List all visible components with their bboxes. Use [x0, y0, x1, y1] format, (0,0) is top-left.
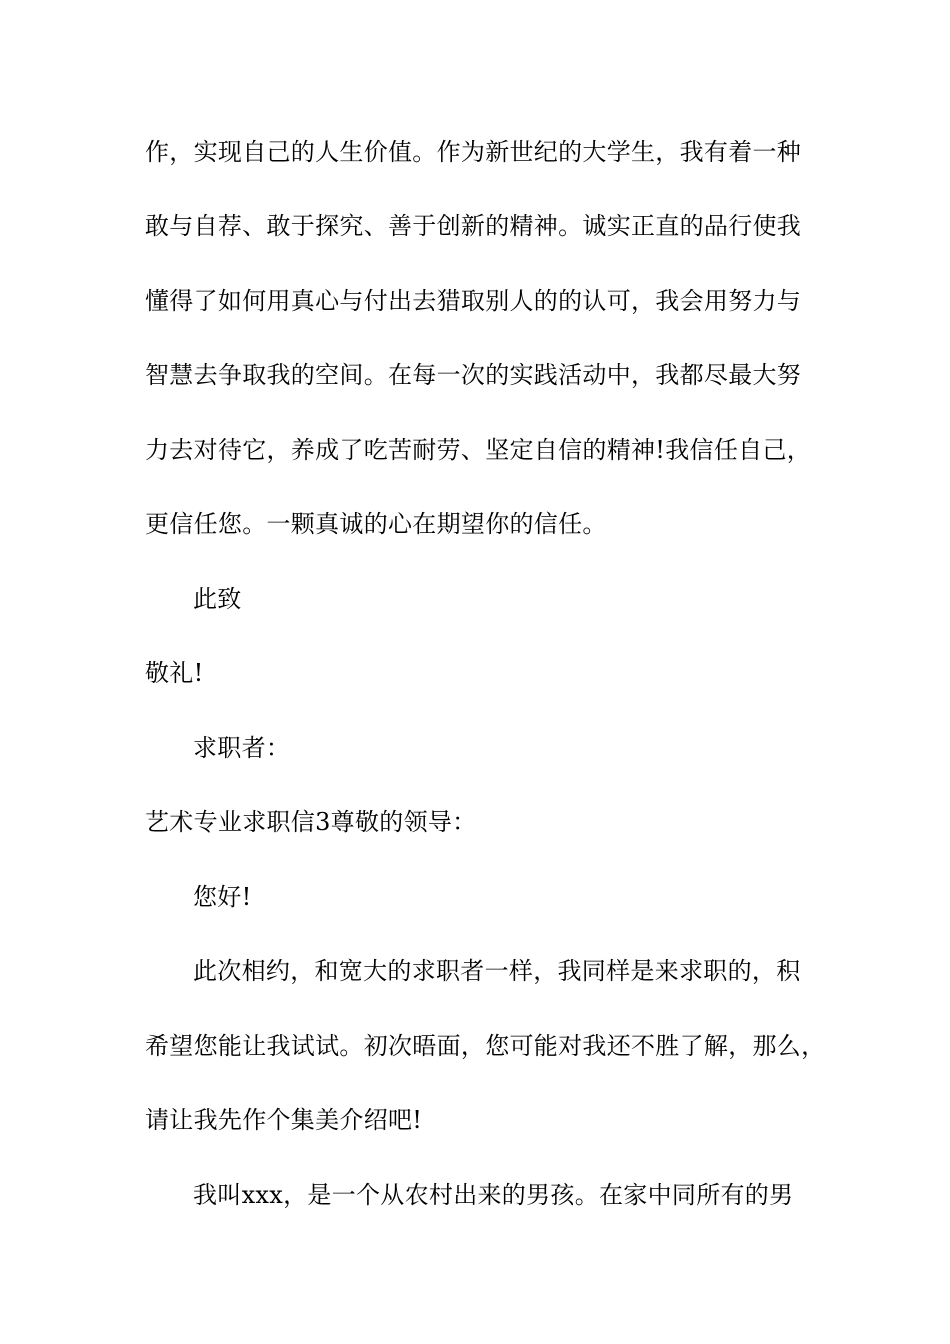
- paragraph-line-1: 作，实现自己的人生价值。作为新世纪的大学生，我有着一种: [145, 138, 802, 166]
- closing-salutation: 此致: [193, 585, 242, 613]
- paragraph-line-4: 智慧去争取我的空间。在每一次的实践活动中，我都尽最大努: [145, 361, 802, 389]
- paragraph-line-3: 懂得了如何用真心与付出去猎取别人的的认可，我会用努力与: [145, 287, 802, 315]
- signature-label: 求职者：: [193, 734, 291, 762]
- paragraph-line-9: 请让我先作个集美介绍吧!: [145, 1106, 423, 1134]
- paragraph-line-10: 我叫xxx，是一个从农村出来的男孩。在家中同所有的男: [193, 1181, 794, 1209]
- paragraph-line-2: 敢与自荐、敢于探究、善于创新的精神。诚实正直的品行使我: [145, 212, 802, 240]
- paragraph-line-8: 希望您能让我试试。初次晤面，您可能对我还不胜了解，那么，: [145, 1032, 826, 1060]
- letter-heading: 艺术专业求职信3尊敬的领导：: [145, 808, 477, 836]
- greeting: 您好!: [193, 883, 252, 911]
- paragraph-line-6: 更信任您。一颗真诚的心在期望你的信任。: [145, 510, 607, 538]
- paragraph-line-5: 力去对待它，养成了吃苦耐劳、坚定自信的精神!我信任自己，: [145, 436, 812, 464]
- closing-regards: 敬礼!: [145, 659, 204, 687]
- paragraph-line-7: 此次相约，和宽大的求职者一样，我同样是来求职的，积: [193, 957, 801, 985]
